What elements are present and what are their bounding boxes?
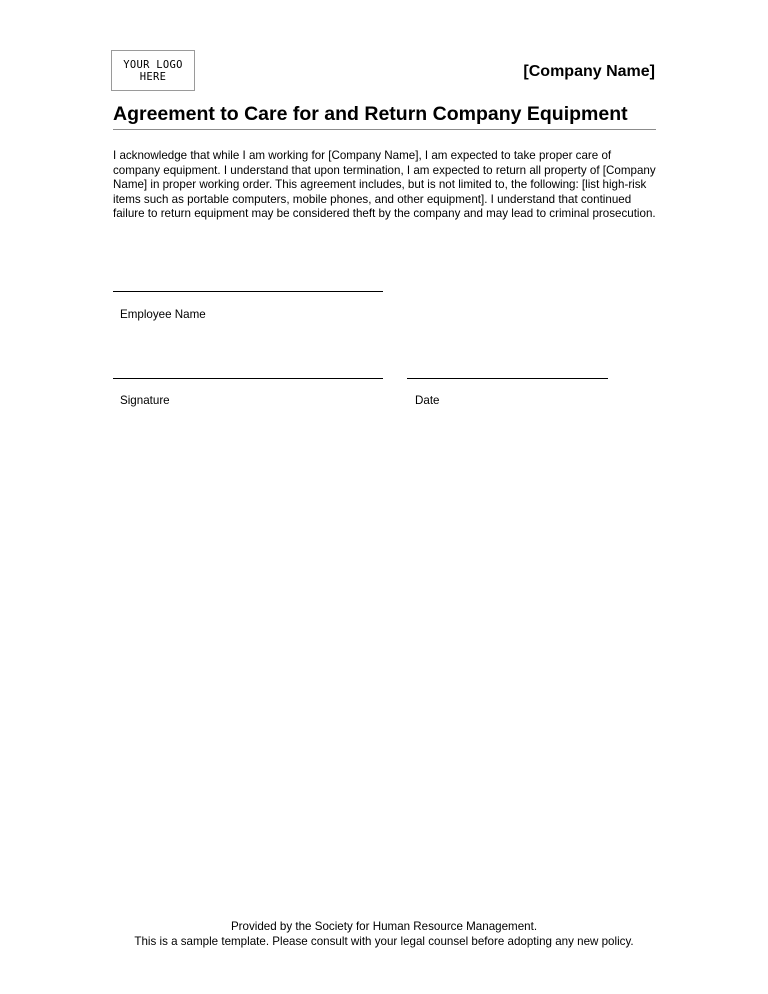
footer (0, 920, 768, 949)
agreement-paragraph: I acknowledge that while I am working for [Company Name], I am expected to take proper care of company equipment. I understand that upon termination, I am expected to return all property of [Company Name] in proper working order. This agreement includes, but is not limited to, the following: [list high-risk items such as portable computers, mobile phones, and other equipment]. I understand that continued failure to return equipment may be considered theft by the company and may lead to criminal prosecution. (113, 149, 656, 221)
logo-placeholder-text: YOUR LOGO HERE (123, 58, 183, 83)
document-title: Agreement to Care for and Return Company Equipment (113, 103, 628, 125)
logo-placeholder (111, 50, 195, 91)
date-line (407, 378, 608, 379)
company-name: [Company Name] (523, 63, 655, 80)
signature-line (113, 378, 383, 379)
footer-disclaimer: This is a sample template. Please consult with your legal counsel before adopting any new policy. (134, 934, 634, 948)
signature-label: Signature (120, 394, 170, 407)
title-divider (113, 129, 656, 130)
employee-name-label: Employee Name (120, 308, 206, 321)
employee-name-line (113, 291, 383, 292)
footer-attribution: Provided by the Society for Human Resource Management. (230, 920, 538, 933)
date-label: Date (415, 394, 440, 407)
